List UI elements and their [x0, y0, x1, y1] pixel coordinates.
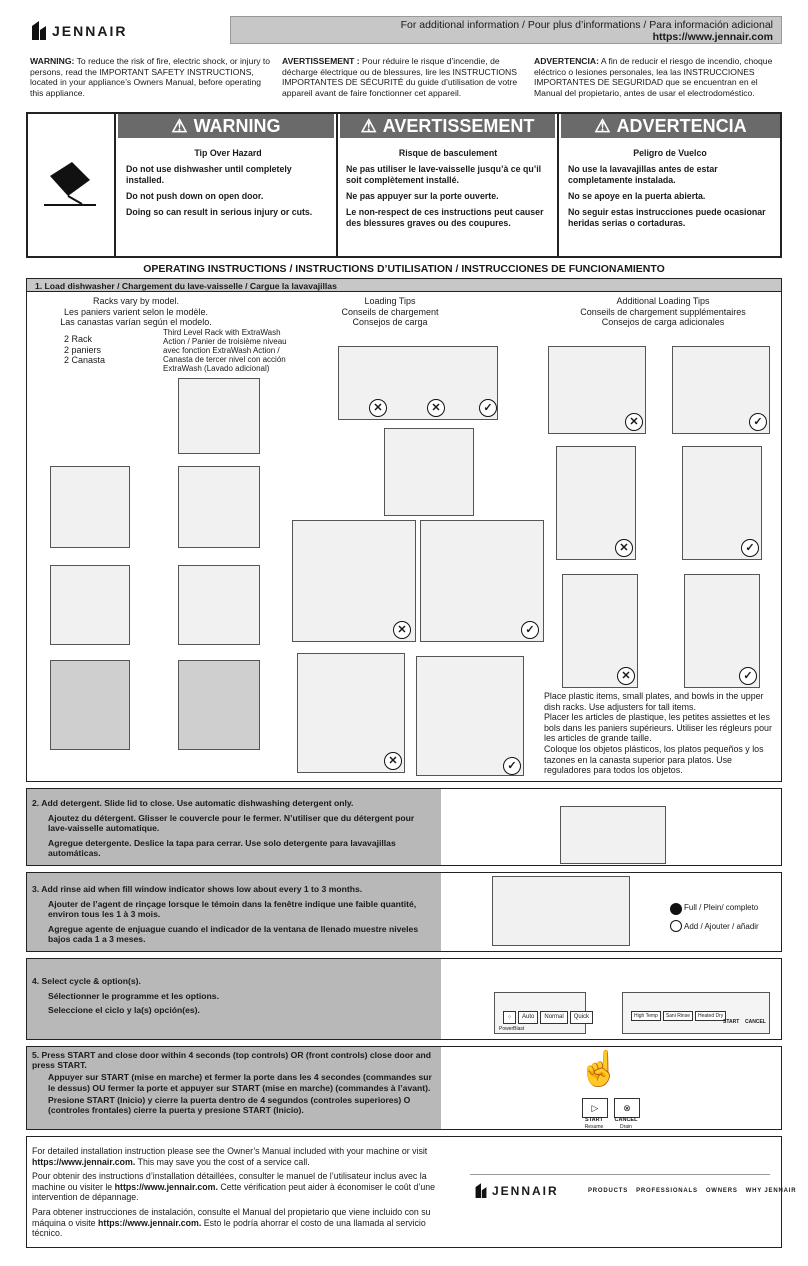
nav-why-jennair[interactable]: WHY JENNAIR — [745, 1188, 797, 1194]
intro-en: WARNING: To reduce the risk of fire, electric shock, or injury to persons, read the IMPORTANT SAFETY INSTRUCTIONS, located in your appliance’s Owners Manual, before operating this appliance. — [30, 56, 271, 98]
step5-text: 5. Press START and close door within 4 seconds (top controls) OR (front controls) close door and press START. Appuyer sur START (mise en marche) et fermer la porte dans les 4 secondes (commandes sur le dessus) OU fermer la porte et appuyer sur START (mise en marche) (commandes à l’avant). Presione START (Inicio) y cierre la puerta dentro de 4 segundos (controles superiores) O (controles frontales) cierre la puerta y presione START (Inicio). — [32, 1050, 432, 1116]
utensil-wrong-image — [548, 346, 646, 434]
powerblast-button[interactable]: ⁘ — [503, 1011, 516, 1024]
upper-rack-2-image — [50, 466, 130, 548]
quick-button[interactable]: Quick — [570, 1011, 593, 1024]
x-icon: ✕ — [615, 539, 633, 557]
x-icon: ✕ — [427, 399, 445, 417]
interior-2-image — [50, 660, 130, 750]
warning-head-es: ⚠ ADVERTENCIA — [561, 114, 780, 138]
jennair-mark-icon — [30, 20, 48, 42]
bowl-wrong-image — [562, 574, 638, 688]
header-info-bar — [230, 16, 782, 44]
auto-button[interactable]: Auto — [518, 1011, 538, 1024]
warning-head-en: ⚠ WARNING — [118, 114, 334, 138]
panel-cancel-label: CANCEL — [745, 1019, 766, 1025]
loading-tips: Loading Tips Conseils de chargement Consejos de carga — [341, 296, 439, 327]
check-icon: ✓ — [739, 667, 757, 685]
jennair-mark-icon — [474, 1182, 488, 1200]
warning-triangle-icon: ⚠ — [171, 115, 188, 136]
tip-over-icon — [42, 158, 98, 210]
step3-text: 3. Add rinse aid when fill window indicator shows low about every 1 to 3 months. Ajouter de l’agent de rinçage lorsque le témoin dans la fenêtre indique une faible quantité, environ tous les 1 à 3 mois. Agregue agente de enjuague cuando el indicador de la ventana de llenado muestre niveles bajos cada 1 a 3 meses. — [32, 884, 419, 945]
step4-text: 4. Select cycle & option(s). Sélectionner le programme et les options. Seleccione el ciclo y la(s) opción(es). — [32, 976, 219, 1016]
upper-rack-3-image — [178, 466, 260, 548]
footer-link-es[interactable]: https://www.jennair.com. — [98, 1217, 202, 1228]
intro-es: ADVERTENCIA: A fin de reducir el riesgo de incendio, choque eléctrico o lesiones personales, lea las INSTRUCCIONES IMPORTANTES DE SEGURIDAD que se encuentran en el Manual del propietario, antes de usar el electrodoméstico. — [534, 56, 773, 98]
rack-adjust-wrong-image — [297, 653, 405, 773]
warning-col-fr: Risque de basculement Ne pas utiliser le lave-vaisselle jusqu’à ce qu’il soit complètement installé. Ne pas appuyer sur la porte ouverte. Le non-respect de ces instructions peut causer des blessures graves ou des coupures. — [346, 148, 544, 228]
x-icon: ✕ — [393, 621, 411, 639]
sani-rinse-button[interactable]: Sani Rinse — [663, 1011, 693, 1021]
footer-nav — [588, 1188, 796, 1194]
check-icon: ✓ — [741, 539, 759, 557]
press-hand-icon: ☝ — [578, 1050, 621, 1088]
operating-title: OPERATING INSTRUCTIONS / INSTRUCTIONS D’UTILISATION / INSTRUCCIONES DE FUNCIONAMIENTO — [143, 263, 665, 275]
check-icon: ✓ — [479, 399, 497, 417]
start-button[interactable]: ▷ — [582, 1098, 608, 1118]
rack-count: 2 Rack 2 paniers 2 Canasta — [64, 334, 106, 365]
powerblast-label: PowerBlast — [499, 1026, 525, 1032]
step1-head: 1. Load dishwasher / Chargement du lave-vaisselle / Cargue la lavavajillas — [26, 278, 782, 292]
high-temp-button[interactable]: High Temp — [631, 1011, 661, 1021]
nav-owners[interactable]: OWNERS — [705, 1188, 738, 1194]
plastic-note: Place plastic items, small plates, and bowls in the upper dish racks. Use adjusters for tall items. Placer les articles de plastique, les petites assiettes et les bols dans les paniers supérieurs. Utiliser les régleurs pour les articles de grande taille. Coloque los objetos plásticos, los platos pequeños y los tazones en la canasta superior para platos. Use reguladores para todos los objetos. — [544, 691, 772, 776]
warning-divider-2 — [557, 112, 559, 258]
container-image — [384, 428, 474, 516]
header-info-line: For additional information / Pour plus d’informations / Para información adicional — [400, 19, 773, 31]
drain-label: Drain — [620, 1124, 632, 1130]
warning-divider-1 — [336, 112, 338, 258]
full-indicator-icon — [670, 903, 682, 915]
resume-label: Resume — [584, 1124, 604, 1130]
interior-3-image — [178, 660, 260, 750]
option-buttons — [631, 1011, 726, 1021]
warning-triangle-icon: ⚠ — [360, 115, 377, 136]
third-level-label: Third Level Rack with ExtraWash Action / Panier de troisième niveau avec fonction ExtraWash Action / Canasta de tercer nivel con acción ExtraWash (Lavado adicional) — [163, 328, 287, 373]
pan-wrong-image — [292, 520, 416, 642]
pan-right-image — [420, 520, 544, 642]
footer-logo: JENNAIR — [474, 1182, 559, 1200]
panel-start-label: START — [723, 1019, 740, 1025]
brand-logo — [30, 20, 127, 42]
footer-divider — [470, 1174, 770, 1175]
heated-dry-button[interactable]: Heated Dry — [695, 1011, 726, 1021]
utensil-right-image — [672, 346, 770, 434]
nav-professionals[interactable]: PROFESSIONALS — [636, 1188, 698, 1194]
check-icon: ✓ — [521, 621, 539, 639]
x-icon: ✕ — [369, 399, 387, 417]
control-panel-a — [494, 992, 590, 1034]
racks-vary: Racks vary by model. Les paniers varient selon le modèle. Las canastas varían según el modelo. — [60, 296, 212, 327]
control-panel-b — [622, 992, 770, 1034]
add-label: Add / Ajouter / añadir — [684, 922, 759, 931]
nav-products[interactable]: PRODUCTS — [588, 1188, 629, 1194]
bowl-right-image — [684, 574, 760, 688]
warning-triangle-icon: ⚠ — [594, 115, 611, 136]
footer-link-en[interactable]: https://www.jennair.com. — [32, 1156, 136, 1167]
x-icon: ✕ — [617, 667, 635, 685]
additional-tips: Additional Loading Tips Conseils de chargement supplémentaires Consejos de carga adicionales — [580, 296, 746, 327]
start-label: START — [585, 1117, 603, 1123]
cancel-label: CANCEL — [614, 1117, 638, 1123]
lower-rack-3-image — [178, 565, 260, 645]
add-indicator-icon — [670, 920, 682, 932]
x-icon: ✕ — [625, 413, 643, 431]
check-icon: ✓ — [503, 757, 521, 775]
check-icon: ✓ — [749, 413, 767, 431]
footer-link-fr[interactable]: https://www.jennair.com. — [114, 1181, 218, 1192]
jars-image — [338, 346, 498, 420]
plates-right-image — [682, 446, 762, 560]
rinse-aid-image — [492, 876, 630, 946]
header-url[interactable]: https://www.jennair.com — [652, 31, 773, 43]
logo-text: JENNAIR — [52, 23, 128, 39]
lower-rack-2-image — [50, 565, 130, 645]
x-icon: ✕ — [384, 752, 402, 770]
step2-text: 2. Add detergent. Slide lid to close. Use automatic dishwashing detergent only. Ajoutez du détergent. Glisser le couvercle pour le fermer. N’utiliser que du détergent pour lave-vaisselle automatique. Agregue detergente. Deslice la tapa para cerrar. Use solo detergente para lavavajillas automáticas. — [32, 798, 415, 859]
warning-col-es: Peligro de Vuelco No use la lavavajillas antes de estar completamente instalada. No se apoye en la puerta abierta. No seguir estas instrucciones puede ocasionar heridas serias o cortaduras. — [568, 148, 766, 228]
footer-text: For detailed installation instruction please see the Owner’s Manual included with your machine or visit https://www.jennair.com. This may save you the cost of a service call. Pour obtenir des instructions d’installation détaillées, consulter le manuel de l’utilisateur inclus avec la machine ou visiter le https://www.jennair.com. Cette vérification peut aider à économiser le coût d’une intervention de dépannage. Para obtener instrucciones de instalación, consulte el Manual del propietario que viene incluido con su máquina o visite https://www.jennair.com. Esto le podría ahorrar el costo de una llamada al servicio técnico. — [32, 1146, 436, 1239]
warning-col-en: Tip Over Hazard Do not use dishwasher until completely installed. Do not push down on open door. Doing so can result in serious injury or cuts. — [126, 148, 313, 217]
detergent-image — [560, 806, 666, 864]
normal-button[interactable]: Normal — [540, 1011, 567, 1024]
cancel-button[interactable]: ⊗ — [614, 1098, 640, 1118]
full-label: Full / Plein/ completo — [684, 903, 759, 912]
third-rack-image — [178, 378, 260, 454]
warning-icon-cell — [26, 112, 116, 258]
cycle-buttons — [503, 1011, 593, 1024]
warning-head-fr: ⚠ AVERTISSEMENT — [340, 114, 555, 138]
intro-fr: AVERTISSEMENT : Pour réduire le risque d’incendie, de décharge électrique ou de blessures, lire les INSTRUCTIONS IMPORTANTES DE SÉCURITÉ du guide d’utilisation de votre appareil avant de faire fonctionner cet appareil. — [282, 56, 518, 98]
rack-adjust-right-image — [416, 656, 524, 776]
plates-wrong-image — [556, 446, 636, 560]
